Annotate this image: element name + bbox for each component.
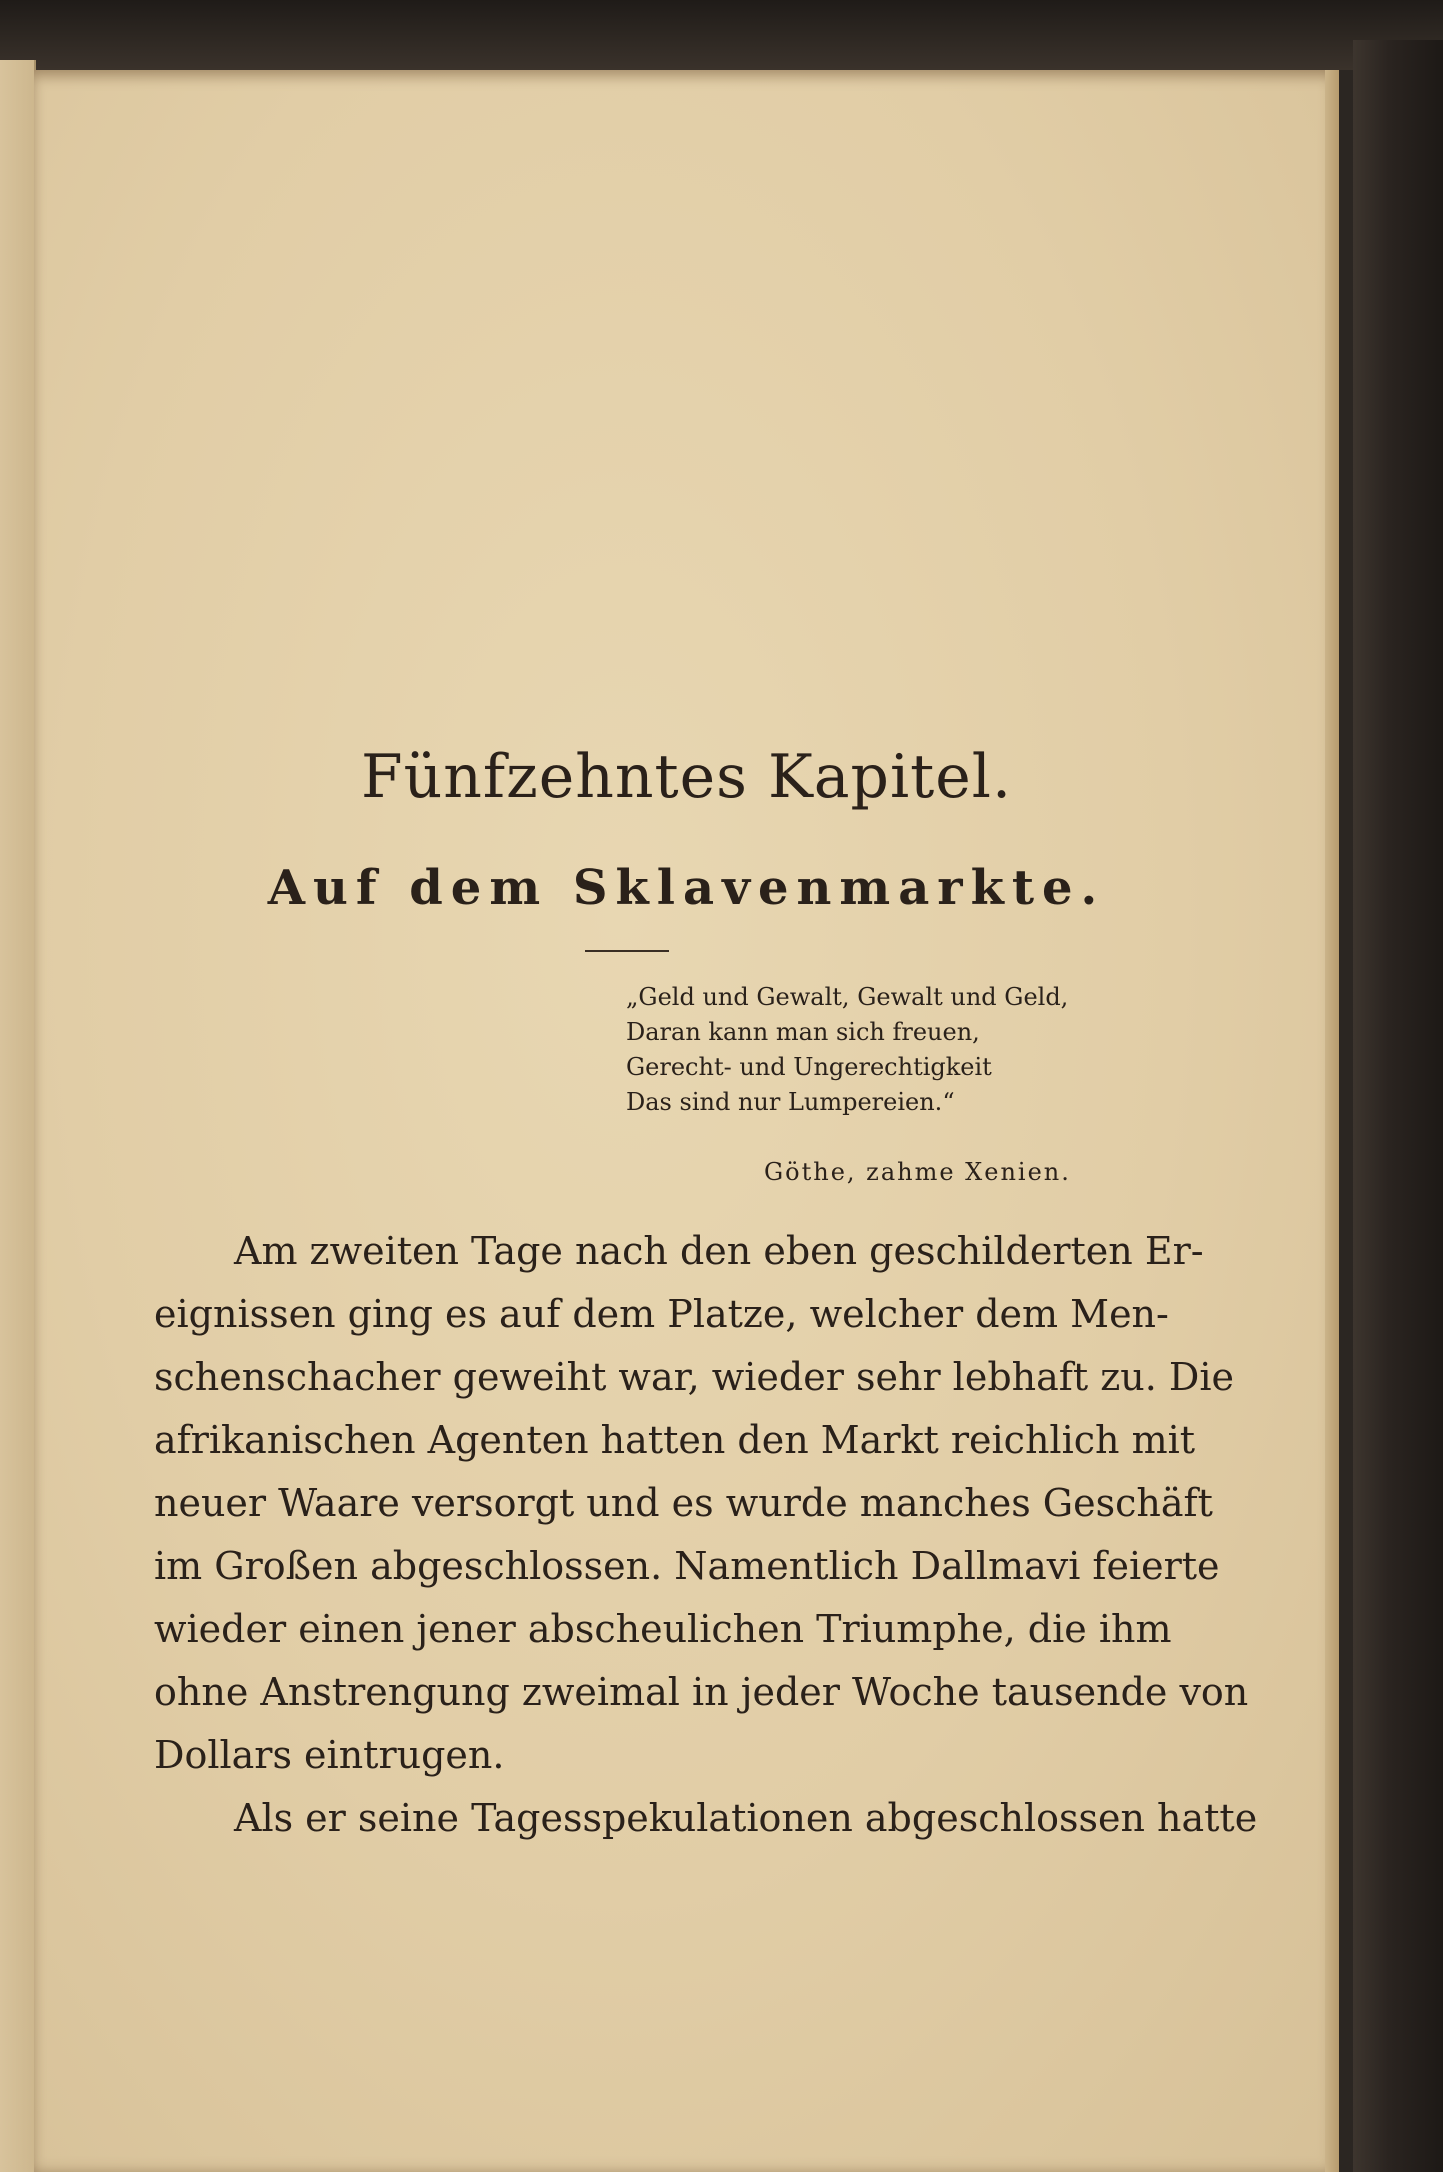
book-cover-right bbox=[1353, 40, 1443, 2172]
body-line: Als er seine Tagesspekulationen abgeschlossen hatte bbox=[234, 1796, 1258, 1840]
divider-rule bbox=[585, 950, 669, 952]
chapter-title: Fünfzehntes Kapitel. bbox=[360, 742, 1013, 812]
epigraph-attribution: Göthe, zahme Xenien. bbox=[764, 1158, 1071, 1186]
body-line: ohne Anstrengung zweimal in jeder Woche tausende von bbox=[154, 1670, 1249, 1714]
body-line: Dollars eintrugen. bbox=[154, 1733, 505, 1777]
epigraph-line: Das sind nur Lumpereien.“ bbox=[626, 1088, 955, 1116]
body-line: eignissen ging es auf dem Platze, welcher dem Men- bbox=[154, 1292, 1169, 1336]
epigraph-line: Gerecht- und Ungerechtigkeit bbox=[626, 1053, 992, 1081]
epigraph bbox=[626, 980, 1186, 1120]
book-cover-top bbox=[0, 0, 1443, 70]
body-line: wieder einen jener abscheulichen Triumphe, die ihm bbox=[154, 1607, 1172, 1651]
book-page bbox=[34, 70, 1339, 2172]
body-line: afrikanischen Agenten hatten den Markt reichlich mit bbox=[154, 1418, 1196, 1462]
body-line: schenschacher geweiht war, wieder sehr lebhaft zu. Die bbox=[154, 1355, 1234, 1399]
body-text bbox=[154, 1220, 1258, 1850]
facing-page-edge bbox=[0, 60, 36, 2172]
body-line: im Großen abgeschlossen. Namentlich Dallmavi feierte bbox=[154, 1544, 1220, 1588]
body-line: Am zweiten Tage nach den eben geschilderten Er- bbox=[234, 1229, 1204, 1273]
epigraph-line: Daran kann man sich freuen, bbox=[626, 1018, 980, 1046]
chapter-subtitle: Auf dem Sklavenmarkte. bbox=[267, 860, 1106, 916]
page-edge bbox=[1325, 70, 1339, 2172]
body-line: neuer Waare versorgt und es wurde manches Geschäft bbox=[154, 1481, 1213, 1525]
epigraph-line: „Geld und Gewalt, Gewalt und Geld, bbox=[626, 983, 1069, 1011]
